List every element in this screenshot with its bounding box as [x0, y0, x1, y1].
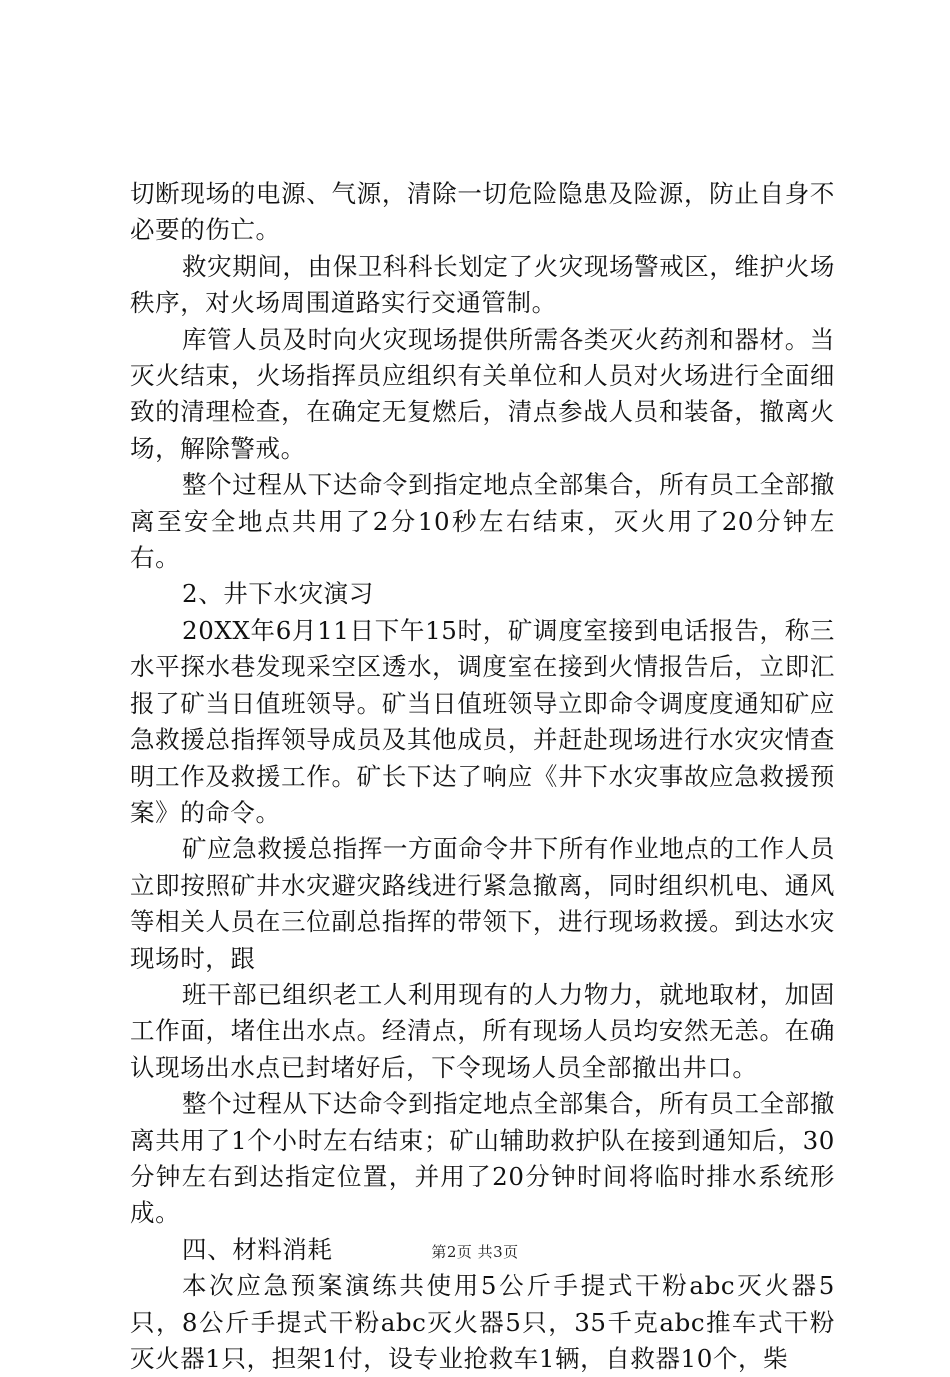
paragraph-1: 切断现场的电源、气源，清除一切危险隐患及险源，防止自身不必要的伤亡。	[130, 179, 835, 245]
paragraph-2: 救灾期间，由保卫科科长划定了火灾现场警戒区，维护火场秩序，对火场周围道路实行交通管制。	[130, 251, 835, 318]
paragraph-7: 矿应急救援总指挥一方面命令井下所有作业地点的工作人员立即按照矿井水灾避灾路线进行紧急撤离，同时组织机电、通风等相关人员在三位副总指挥的带领下，进行现场救援。到达水灾现场时，跟	[130, 834, 835, 973]
paragraph-11: 本次应急预案演练共使用5公斤手提式干粉abc灭火器5只，8公斤手提式干粉abc灭火器5只，35千克abc推车式干粉灭火器1只，担架1付，设专业抢救车1辆，自救器10个，柴	[130, 1271, 835, 1373]
document-body	[130, 176, 835, 1377]
paragraph-3: 库管人员及时向火灾现场提供所需各类灭火药剂和器材。当灭火结束，火场指挥员应组织有关单位和人员对火场进行全面细致的清理检查，在确定无复燃后，清点参战人员和装备，撤离火场，解除警戒。	[130, 324, 835, 463]
paragraph-8: 班干部已组织老工人利用现有的人力物力，就地取材，加固工作面，堵住出水点。经清点，所有现场人员均安然无恙。在确认现场出水点已封堵好后，下令现场人员全部撤出井口。	[130, 979, 835, 1082]
page-number-footer: 第2页 共3页	[431, 1243, 519, 1261]
paragraph-9: 整个过程从下达命令到指定地点全部集合，所有员工全部撤离共用了1个小时左右结束；矿山辅助救护队在接到通知后，30分钟左右到达指定位置，并用了20分钟时间将临时排水系统形成。	[130, 1089, 835, 1228]
section-heading-water-drill: 2、井下水灾演习	[182, 579, 374, 609]
paragraph-4: 整个过程从下达命令到指定地点全部集合，所有员工全部撤离至安全地点共用了2分10秒左右结束，灭火用了20分钟左右。	[130, 470, 835, 573]
section-heading-material-consumption: 四、材料消耗	[182, 1234, 333, 1264]
paragraph-6: 20XX年6月11日下午15时，矿调度室接到电话报告，称三水平探水巷发现采空区透水，调度室在接到火情报告后，立即汇报了矿当日值班领导。矿当日值班领导立即命令调度度通知矿应急救援总指挥领导成员及其他成员，并赶赴现场进行水灾灾情查明工作及救援工作。矿长下达了响应《井下水灾事故应急救援预案》的命令。	[130, 615, 835, 827]
